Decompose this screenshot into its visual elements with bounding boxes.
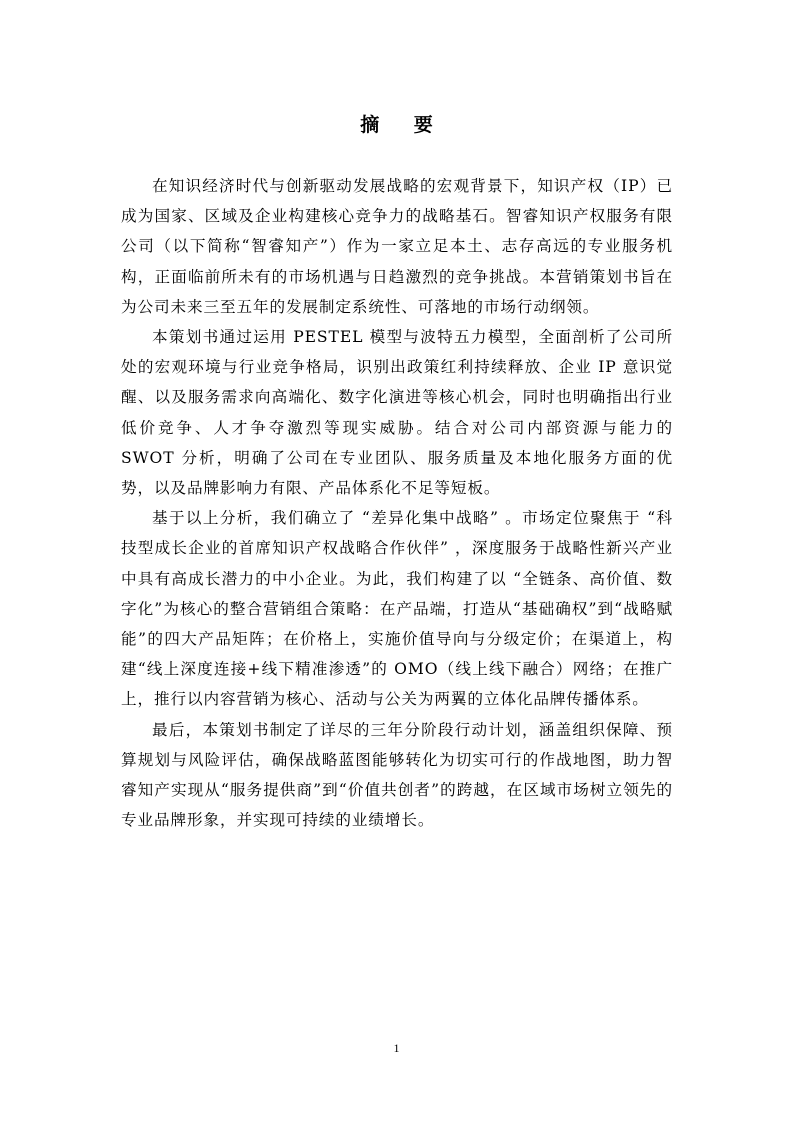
paragraph-conclusion: 最后，本策划书制定了详尽的三年分阶段行动计划，涵盖组织保障、预算规划与风险评估，确保战略蓝图能够转化为切实可行的作战地图，助力智睿知产实现从“服务提供商”到“价值共创者”的跨越，在区域市场树立领先的专业品牌形象，并实现可持续的业绩增长。: [121, 720, 673, 830]
page-number: 1: [393, 1041, 400, 1055]
abstract-body: [121, 171, 673, 835]
paragraph-strategy: 基于以上分析，我们确立了 “差异化集中战略” 。市场定位聚焦于 “科技型成长企业的首席知识产权战略合作伙伴” ，深度服务于战略性新兴产业中具有高成长潜力的中小企业。为此，我们构建了以 “全链条、高价值、数字化”为核心的整合营销组合策略：在产品端，打造从“基础确权”到“战略赋能”的四大产品矩阵；在价格上，实施价值导向与分级定价；在渠道上，构建“线上深度连接+线下精准渗透”的 OMO（线上线下融合）网络；在推广上，推行以内容营销为核心、活动与公关为两翼的立体化品牌传播体系。: [121, 509, 673, 709]
paragraph-analysis: 本策划书通过运用 PESTEL 模型与波特五力模型，全面剖析了公司所处的宏观环境与行业竞争格局，识别出政策红利持续释放、企业 IP 意识觉醒、以及服务需求向高端化、数字化演进等核心机会，同时也明确指出行业低价竞争、人才争夺激烈等现实威胁。结合对公司内部资源与能力的 SWOT 分析，明确了公司在专业团队、服务质量及本地化服务方面的优势，以及品牌影响力有限、产品体系化不足等短板。: [121, 328, 673, 498]
paragraph-background: 在知识经济时代与创新驱动发展战略的宏观背景下，知识产权（IP）已成为国家、区域及企业构建核心竞争力的战略基石。智睿知识产权服务有限公司（以下简称“智睿知产”）作为一家立足本土、志存高远的专业服务机构，正面临前所未有的市场机遇与日趋激烈的竞争挑战。本营销策划书旨在为公司未来三至五年的发展制定系统性、可落地的市场行动纲领。: [121, 177, 673, 316]
abstract-title: 摘 要: [360, 114, 447, 136]
